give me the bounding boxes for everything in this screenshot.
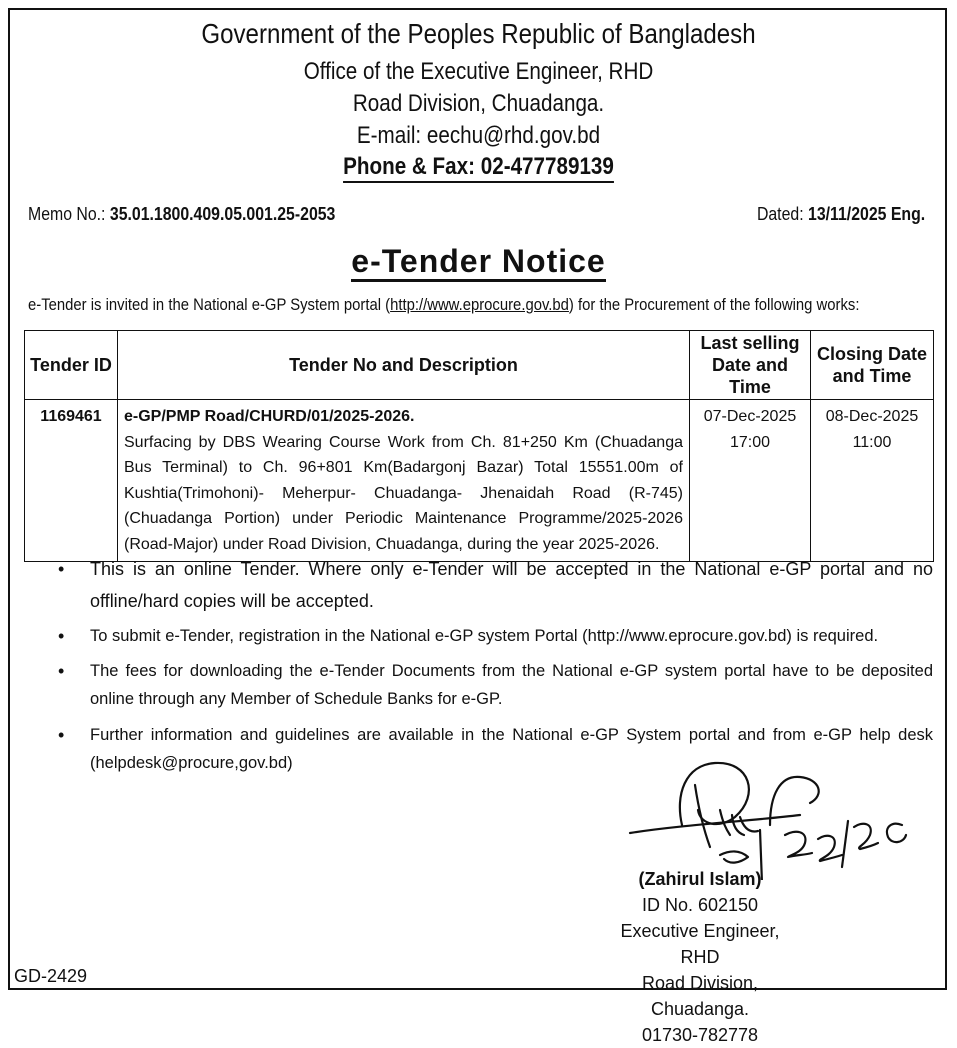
header-phone-fax [67,153,890,181]
signatory-phone: 01730-782778 [641,1025,759,1045]
memo-value: 35.01.1800.409.05.001.25-2053 [109,204,336,224]
handwritten-signature [620,755,920,880]
cell-description [118,400,690,562]
signatory-name: (Zahirul Islam) [638,869,762,889]
closing-time: 11:00 [852,433,892,451]
list-item: • The fees for downloading the e-Tender Documents from the National e-GP system portal have to be deposited online through any Member of Schedule Banks for e-GP. [58,657,933,713]
header-last-selling: Last selling Date and Time [690,331,811,400]
signatory-id: ID No. 602150 [641,895,759,915]
notice-title [0,243,957,280]
last-selling-time: 17:00 [729,433,771,451]
table-header-row [25,331,934,400]
signatory-office: Road Division, Chuadanga. [641,973,759,1019]
conditions-list [58,553,933,777]
cell-closing [811,400,934,562]
last-selling-date: 07-Dec-2025 [703,408,797,425]
header-phone-fax-text: Phone & Fax: 02-477789139 [343,153,614,183]
tender-description: Surfacing by DBS Wearing Course Work from Ch. 81+250 Km (Chuadanga Bus Terminal) to Ch. 96+801 Km(Badargonj Bazar) Total 15551.00m of Kushtia(Trimohoni)- Meherpur- Chuadanga- Jhenaidah Road (R-745) (Chuadanga Portion) under Periodic Maintenance Programme/2025-2026 (Road-Major) under Road Division, Chuadanga, during the year 2025-2026. [124,433,683,553]
date-line [757,204,925,225]
memo-label: Memo No.: [28,204,106,224]
dated-label: Dated: [756,204,804,224]
header-office: Office of the Executive Engineer, RHD [303,58,654,85]
intro-paragraph [28,296,859,315]
eprocure-link[interactable]: http://www.eprocure.gov.bd [390,296,569,314]
list-item: • Further information and guidelines are available in the National e-GP System portal and from e-GP help desk (helpdesk@procure,gov.bd) [58,721,933,777]
closing-date: 08-Dec-2025 [825,408,919,425]
header-tender-id: Tender ID [25,331,118,400]
header-closing: Closing Date and Time [811,331,934,400]
dated-value: 13/11/2025 Eng. [807,204,925,224]
list-item: • To submit e-Tender, registration in the National e-GP system Portal (http://www.eprocure.gov.bd) is required. [58,623,933,649]
list-item: • This is an online Tender. Where only e-Tender will be accepted in the National e-GP portal and no offline/hard copies will be accepted. [58,553,933,617]
cell-tender-id: 1169461 [25,400,118,562]
tender-number: e-GP/PMP Road/CHURD/01/2025-2026. [124,408,415,425]
signatory-designation: Executive Engineer, RHD [620,921,780,967]
header-email: E-mail: eechu@rhd.gov.bd [356,122,601,149]
notice-title-text: e-Tender Notice [351,243,605,282]
memo-number [28,204,335,225]
header-government: Government of the Peoples Republic of Bangladesh [201,18,756,49]
table-row [25,400,934,562]
header-division: Road Division, Chuadanga. [352,90,605,117]
footer-code: GD-2429 [14,966,88,986]
signature-block [600,866,800,1048]
intro-before: e-Tender is invited in the National e-GP System portal ( [28,296,391,314]
header-description: Tender No and Description [118,331,690,400]
intro-after: ) for the Procurement of the following works: [568,296,860,314]
tender-table [24,330,934,562]
cell-last-selling [690,400,811,562]
